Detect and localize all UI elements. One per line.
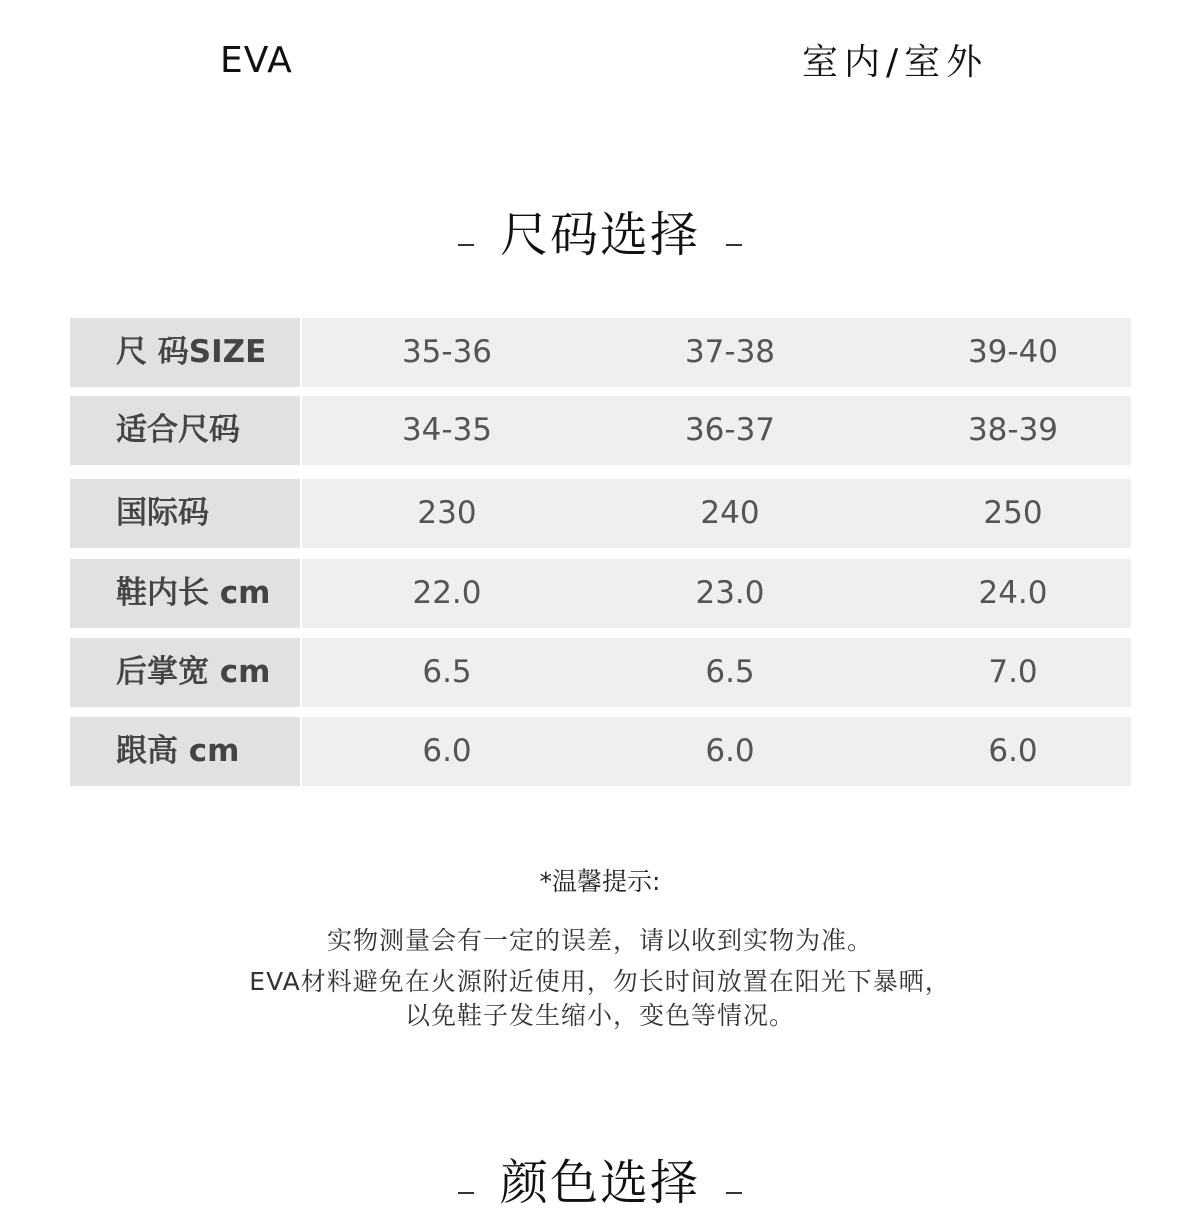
table-cell: 38-39 xyxy=(967,412,1059,448)
title-dash-right xyxy=(726,244,742,246)
tips-line: 实物测量会有一定的误差，请以收到实物为准。 xyxy=(326,926,873,955)
size-section-title-text: 尺码选择 xyxy=(499,207,700,263)
table-cell: 6.5 xyxy=(705,654,755,690)
title-dash-left xyxy=(458,1192,474,1194)
table-cell: 230 xyxy=(417,495,477,531)
color-section-title xyxy=(0,1144,1200,1213)
row-values xyxy=(302,479,1131,548)
title-dash-right xyxy=(726,1192,742,1194)
table-cell: 22.0 xyxy=(412,575,482,611)
table-cell: 6.0 xyxy=(705,733,755,769)
table-row xyxy=(70,318,1131,387)
table-cell: 36-37 xyxy=(684,412,776,448)
row-values xyxy=(302,396,1131,465)
row-values xyxy=(302,638,1131,707)
row-header: 跟高 cm xyxy=(70,717,300,786)
table-row xyxy=(70,717,1131,786)
tips-line: EVA材料避免在火源附近使用，勿长时间放置在阳光下暴晒， xyxy=(249,967,951,996)
table-cell: 7.0 xyxy=(988,654,1038,690)
table-row xyxy=(70,559,1131,628)
table-cell: 6.0 xyxy=(988,733,1038,769)
row-header: 适合尺码 xyxy=(70,396,300,465)
table-row xyxy=(70,479,1131,548)
tips-title: *温馨提示: xyxy=(539,867,661,896)
table-cell: 23.0 xyxy=(695,575,765,611)
table-cell: 6.0 xyxy=(422,733,472,769)
row-values xyxy=(302,717,1131,786)
material-label: EVA xyxy=(220,40,293,81)
color-section-title-text: 颜色选择 xyxy=(499,1155,700,1211)
row-header: 国际码 xyxy=(70,479,300,548)
row-header: 后掌宽 cm xyxy=(70,638,300,707)
table-cell: 24.0 xyxy=(978,575,1048,611)
table-cell: 6.5 xyxy=(422,654,472,690)
table-cell: 34-35 xyxy=(401,412,493,448)
row-header: 尺 码SIZE xyxy=(70,318,300,387)
table-row xyxy=(70,396,1131,465)
table-cell: 250 xyxy=(983,495,1043,531)
table-row xyxy=(70,638,1131,707)
usage-label: 室内/室外 xyxy=(802,42,989,83)
row-values xyxy=(302,318,1131,387)
table-cell: 37-38 xyxy=(684,334,776,370)
row-values xyxy=(302,559,1131,628)
title-dash-left xyxy=(458,244,474,246)
table-cell: 35-36 xyxy=(401,334,493,370)
table-cell: 240 xyxy=(700,495,760,531)
size-section-title xyxy=(0,196,1200,265)
table-cell: 39-40 xyxy=(967,334,1059,370)
row-header: 鞋内长 cm xyxy=(70,559,300,628)
tips-line: 以免鞋子发生缩小，变色等情况。 xyxy=(404,1001,795,1030)
